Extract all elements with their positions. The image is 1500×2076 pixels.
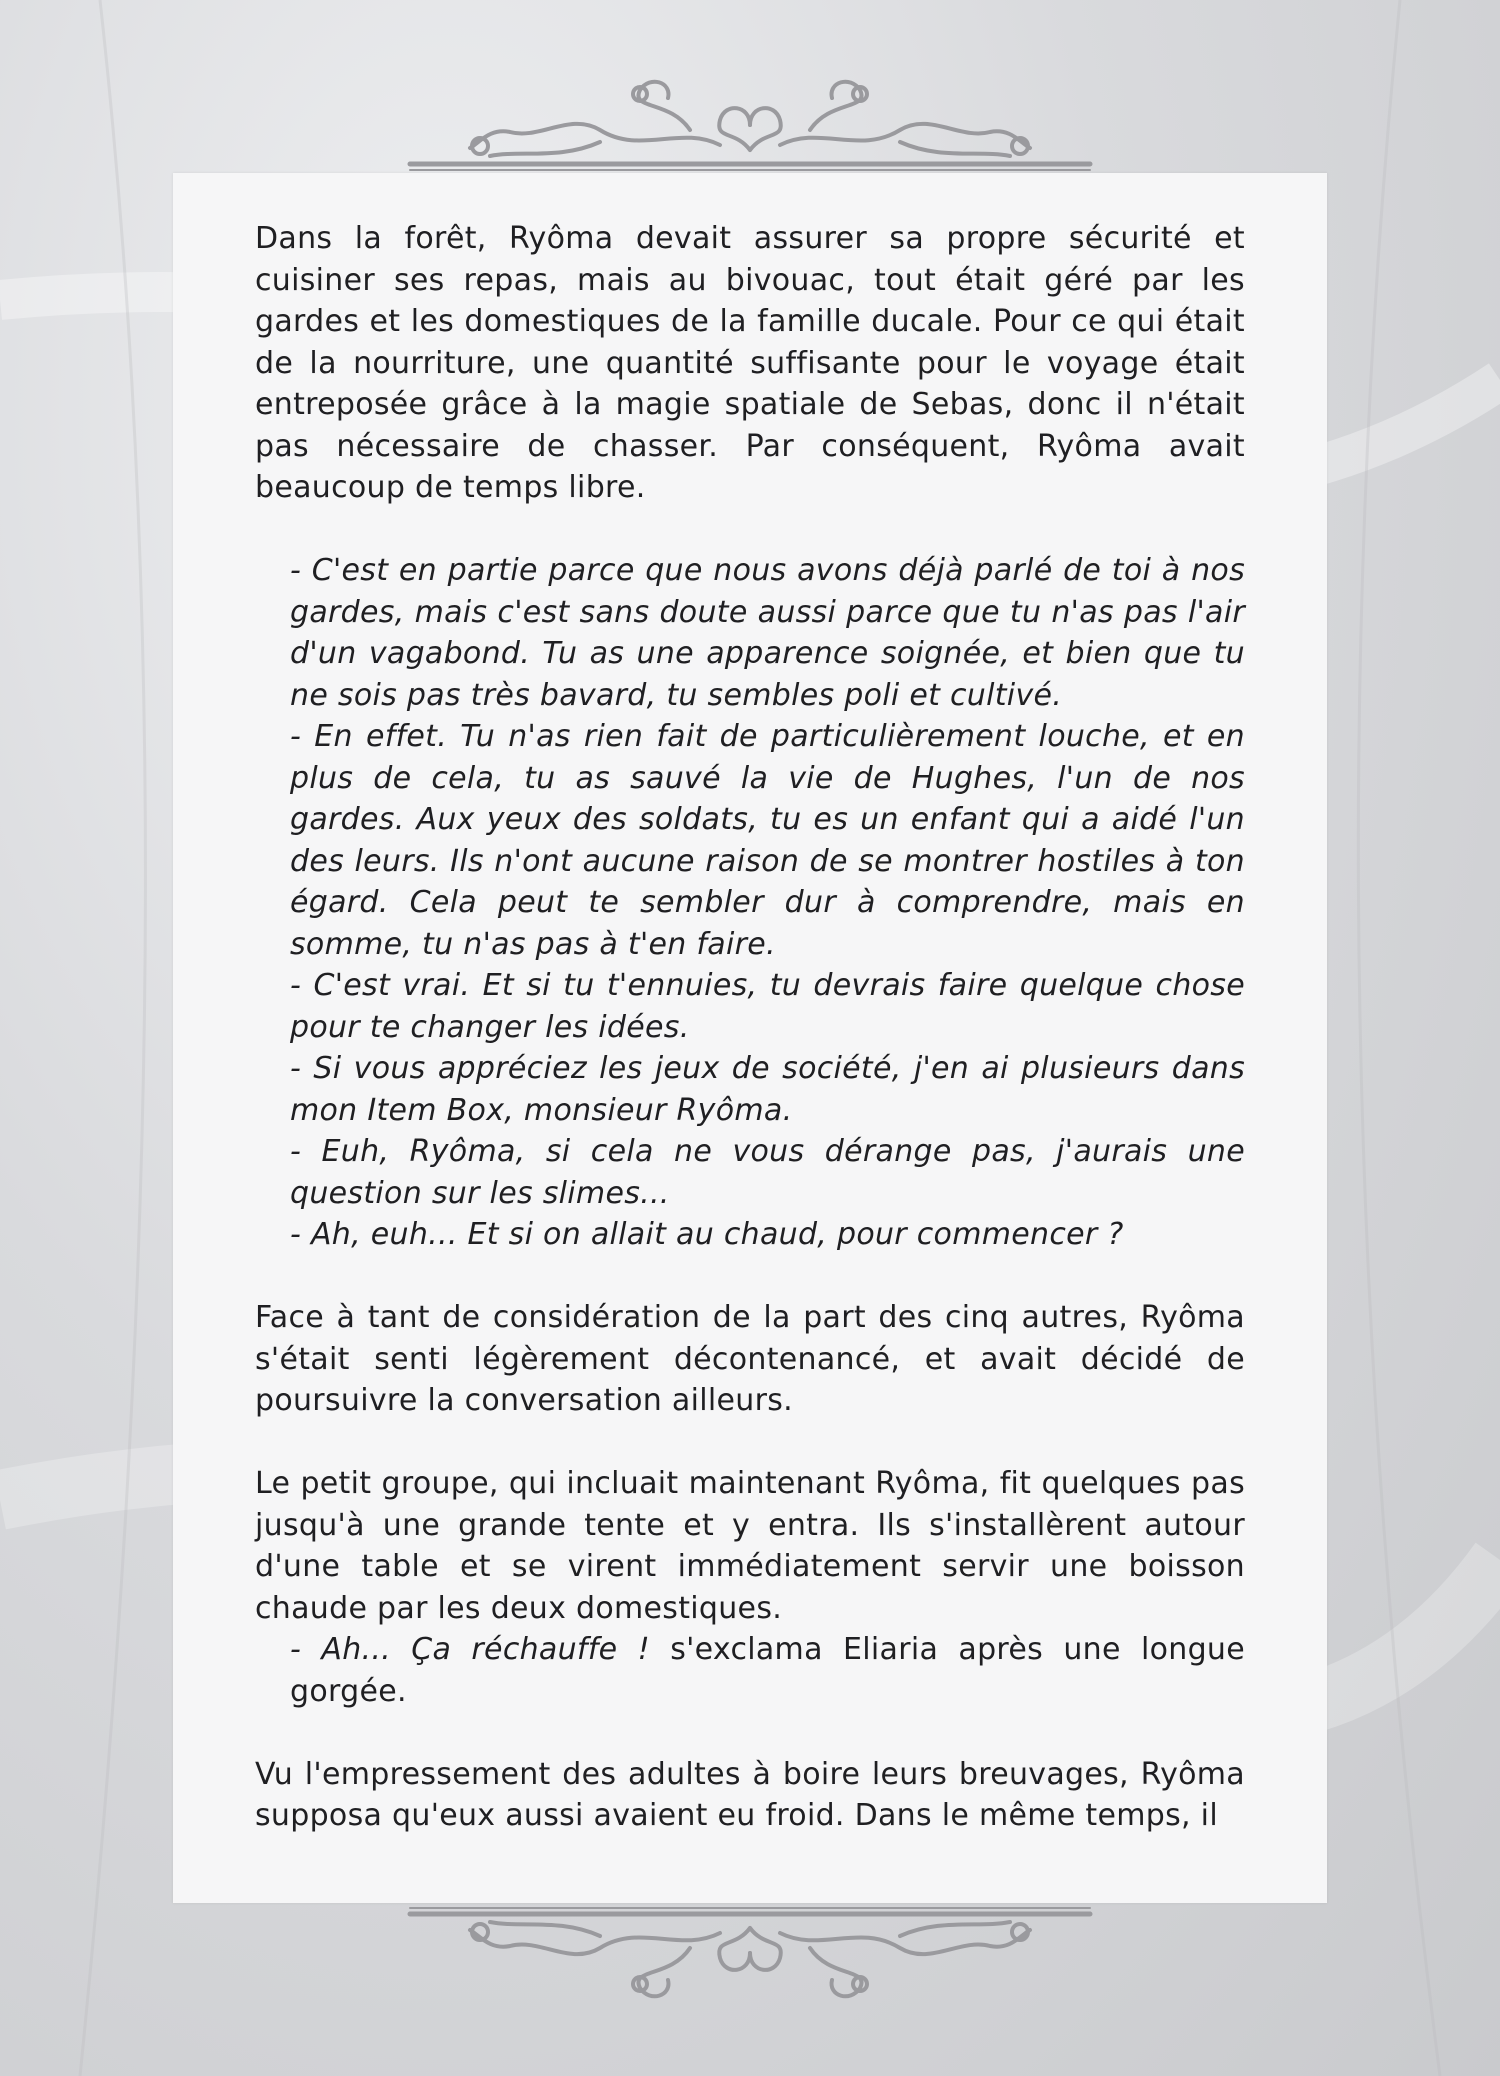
top-ornament: [0, 70, 1500, 180]
dialogue-line: - En effet. Tu n'as rien fait de particulièrement louche, et en plus de cela, tu as sauvé la vie de Hughes, l'un de nos gardes. Aux yeux des soldats, tu es un enfant qui a aidé l'un des leurs. Ils n'ont aucune raison de se montrer hostiles à ton égard. Cela peut te sembler dur à comprendre, mais en somme, tu n'as pas à t'en faire.: [290, 719, 1245, 962]
narration-paragraph: Face à tant de considération de la part des cinq autres, Ryôma s'était senti légèrement décontenancé, et avait décidé de poursuivre la conversation ailleurs.: [255, 1300, 1245, 1418]
dialogue-line: - C'est vrai. Et si tu t'ennuies, tu devrais faire quelque chose pour te changer les idées.: [290, 968, 1245, 1045]
narration-paragraph: Dans la forêt, Ryôma devait assurer sa propre sécurité et cuisiner ses repas, mais au bivouac, tout était géré par les gardes et les domestiques de la famille ducale. Pour ce qui était de la nourriture, une quantité suffisante pour le voyage était entreposée grâce à la magie spatiale de Sebas, donc il n'était pas nécessaire de chasser. Par conséquent, Ryôma avait beaucoup de temps libre.: [255, 221, 1245, 505]
narration-paragraph: Vu l'empressement des adultes à boire leurs breuvages, Ryôma supposa qu'eux aussi avaient eu froid. Dans le même temps, il: [255, 1756, 1245, 1833]
page-panel: [173, 173, 1327, 1903]
dialogue-line: - Euh, Ryôma, si cela ne vous dérange pas, j'aurais une question sur les slimes...: [290, 1134, 1245, 1211]
dialogue-block: [255, 550, 1245, 1256]
page-text: [255, 218, 1245, 1837]
dialogue-line: - Si vous appréciez les jeux de société, j'en ai plusieurs dans mon Item Box, monsieur Ryôma.: [290, 1051, 1245, 1128]
dialogue-line-with-attribution: [255, 1629, 1245, 1712]
narration-paragraph: Le petit groupe, qui incluait maintenant Ryôma, fit quelques pas jusqu'à une grande tente et y entra. Ils s'installèrent autour d'une table et se virent immédiatement servir une boisson chaude par les deux domestiques.: [255, 1466, 1245, 1626]
dialogue-speech: - Ah... Ça réchauffe !: [290, 1632, 650, 1667]
dialogue-line: - C'est en partie parce que nous avons déjà parlé de toi à nos gardes, mais c'est sans doute aussi parce que tu n'as pas l'air d'un vagabond. Tu as une apparence soignée, et bien que tu ne sois pas très bavard, tu sembles poli et cultivé.: [290, 553, 1245, 713]
dialogue-attribution: s'exclama Eliaria après une longue gorgée.: [290, 1632, 1245, 1709]
dialogue-line: - Ah, euh... Et si on allait au chaud, pour commencer ?: [290, 1217, 1124, 1252]
bottom-ornament: [0, 1898, 1500, 2008]
